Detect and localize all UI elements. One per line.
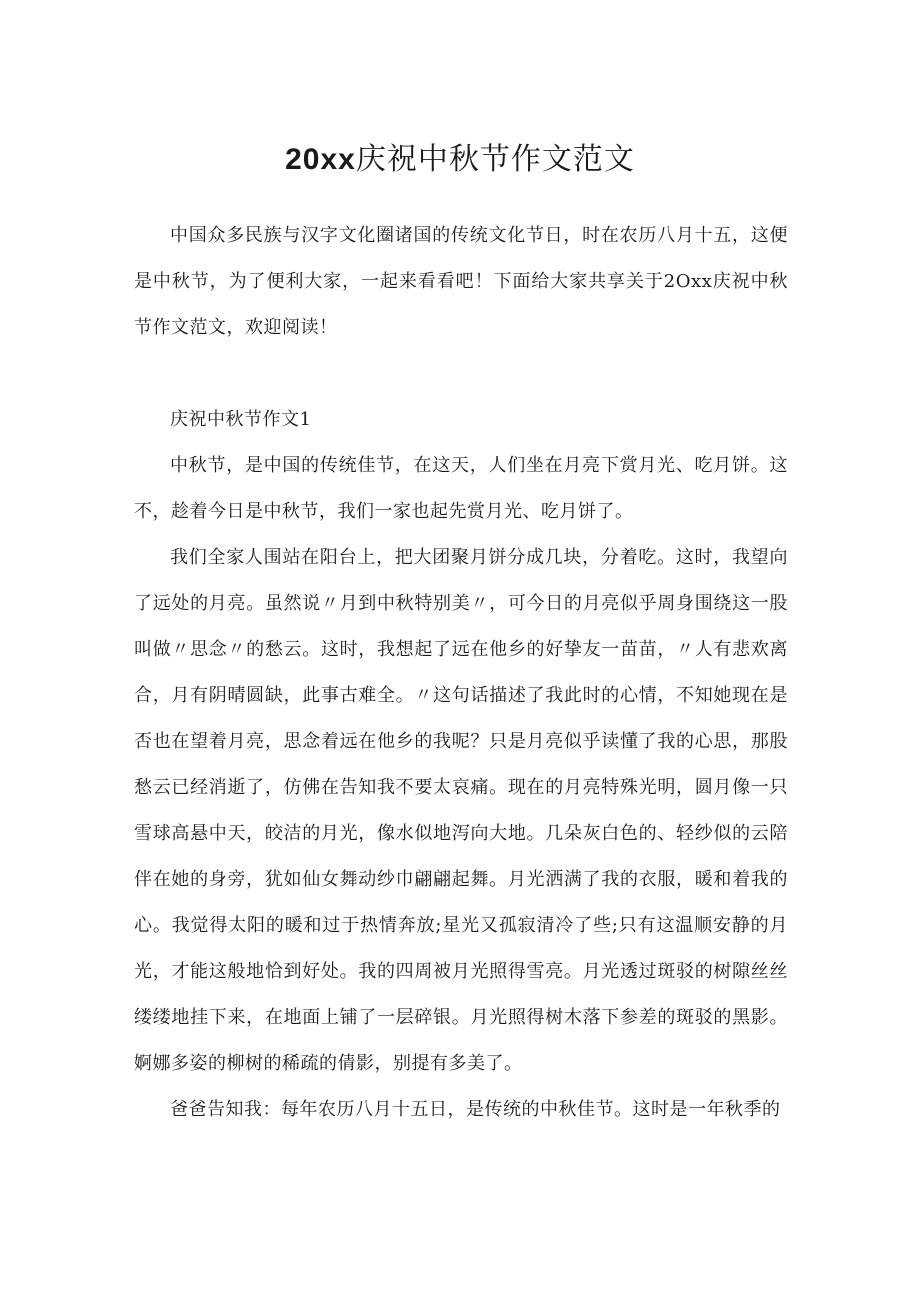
body-paragraph: 中秋节，是中国的传统佳节，在这天，人们坐在月亮下赏月光、吃月饼。这不，趁着今日是中秋节，我们一家也起先赏月光、吃月饼了。 <box>134 455 788 522</box>
title-year: 20xx <box>285 143 356 176</box>
document-title <box>0 138 920 182</box>
body-paragraph: 我们全家人围站在阳台上，把大团聚月饼分成几块，分着吃。这时，我望向了远处的月亮。虽然说〃月到中秋特别美〃，可今日的月亮似乎周身围绕这一股叫做〃思念〃的愁云。这时，我想起了远在他乡的好挚友一苗苗，〃人有悲欢离合，月有阴晴圆缺，此事古难全。〃这句话描述了我此时的心情，不知她现在是否也在望着月亮，思念着远在他乡的我呢？只是月亮似乎读懂了我的心思，那股愁云已经消逝了，仿佛在告知我不要太哀痛。现在的月亮特殊光明，圆月像一只雪球高悬中天，皎洁的月光，像水似地泻向大地。几朵灰白色的、轻纱似的云陪伴在她的身旁，犹如仙女舞动纱巾翩翩起舞。月光洒满了我的衣服，暖和着我的心。我觉得太阳的暖和过于热情奔放;星光又孤寂清冷了些;只有这温顺安静的月光，才能这般地恰到好处。我的四周被月光照得雪亮。月光透过斑驳的树隙丝丝缕缕地挂下来，在地面上铺了一层碎银。月光照得树木落下参差的斑驳的黑影。婀娜多姿的柳树的稀疏的倩影，别提有多美了。 <box>134 547 788 1074</box>
document-body <box>134 213 788 1133</box>
intro-paragraph: 中国众多民族与汉字文化圈诸国的传统文化节日，时在农历八月十五，这便是中秋节，为了便利大家，一起来看看吧！下面给大家共享关于2Oxx庆祝中秋节作文范文，欢迎阅读！ <box>134 225 788 338</box>
body-paragraph: 爸爸告知我：每年农历八月十五日，是传统的中秋佳节。这时是一年秋季的 <box>170 1099 781 1120</box>
title-text: 庆祝中秋节作文范文 <box>355 142 635 177</box>
section-heading: 庆祝中秋节作文1 <box>170 409 312 430</box>
section-spacer <box>134 351 788 397</box>
